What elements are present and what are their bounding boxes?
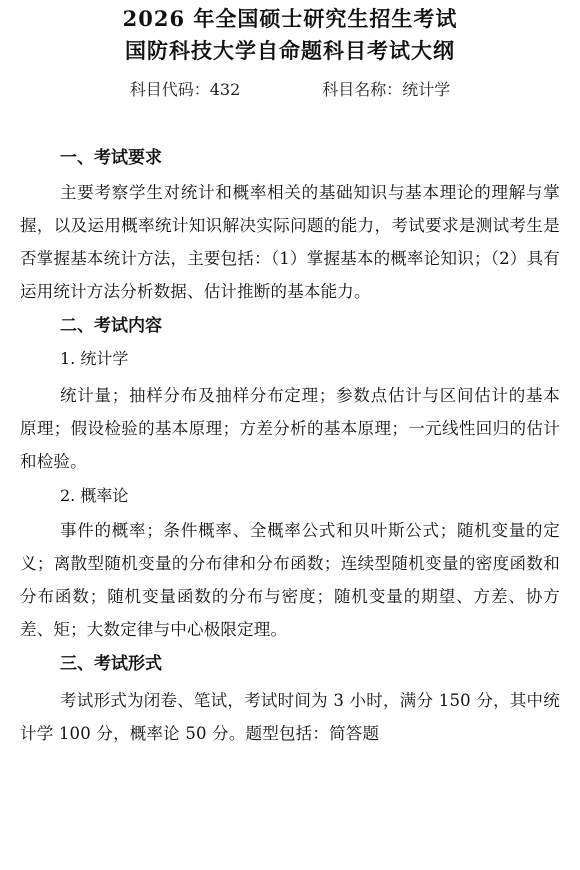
subject-info-row	[20, 78, 560, 102]
document-title-line1: 2026 年全国硕士研究生招生考试	[122, 6, 458, 31]
subsection-paragraph-statistics: 统计量；抽样分布及抽样分布定理；参数点估计与区间估计的基本原理；假设检验的基本原理；方差分析的基本原理；一元线性回归的估计和检验。	[20, 386, 560, 471]
subject-name: 科目名称：统计学	[322, 80, 451, 99]
section-paragraph-exam-format: 考试形式为闭卷、笔试，考试时间为 3 小时，满分 150 分，其中统计学 100 分，概率论 50 分。题型包括：简答题	[20, 691, 560, 743]
subsection-heading-probability: 2. 概率论	[60, 486, 129, 505]
section-paragraph-exam-requirements: 主要考察学生对统计和概率相关的基础知识与基本理论的理解与掌握，以及运用概率统计知识解决实际问题的能力，考试要求是测试考生是否掌握基本统计方法，主要包括：（1）掌握基本的概率论知识；（2）具有运用统计方法分析数据、估计推断的基本能力。	[20, 183, 560, 301]
section-heading-exam-format: 三、考试形式	[60, 654, 162, 674]
section-heading-exam-content: 二、考试内容	[60, 316, 162, 336]
document-title-line2: 国防科技大学自命题科目考试大纲	[125, 38, 455, 63]
subsection-heading-statistics: 1. 统计学	[60, 349, 129, 368]
subject-code: 科目代码：432	[129, 80, 241, 99]
section-heading-exam-requirements: 一、考试要求	[60, 148, 162, 168]
subsection-paragraph-probability: 事件的概率；条件概率、全概率公式和贝叶斯公式；随机变量的定义；离散型随机变量的分布律和分布函数；连续型随机变量的密度函数和分布函数；随机变量函数的分布与密度；随机变量的期望、方差、协方差、矩；大数定律与中心极限定理。	[20, 521, 560, 639]
